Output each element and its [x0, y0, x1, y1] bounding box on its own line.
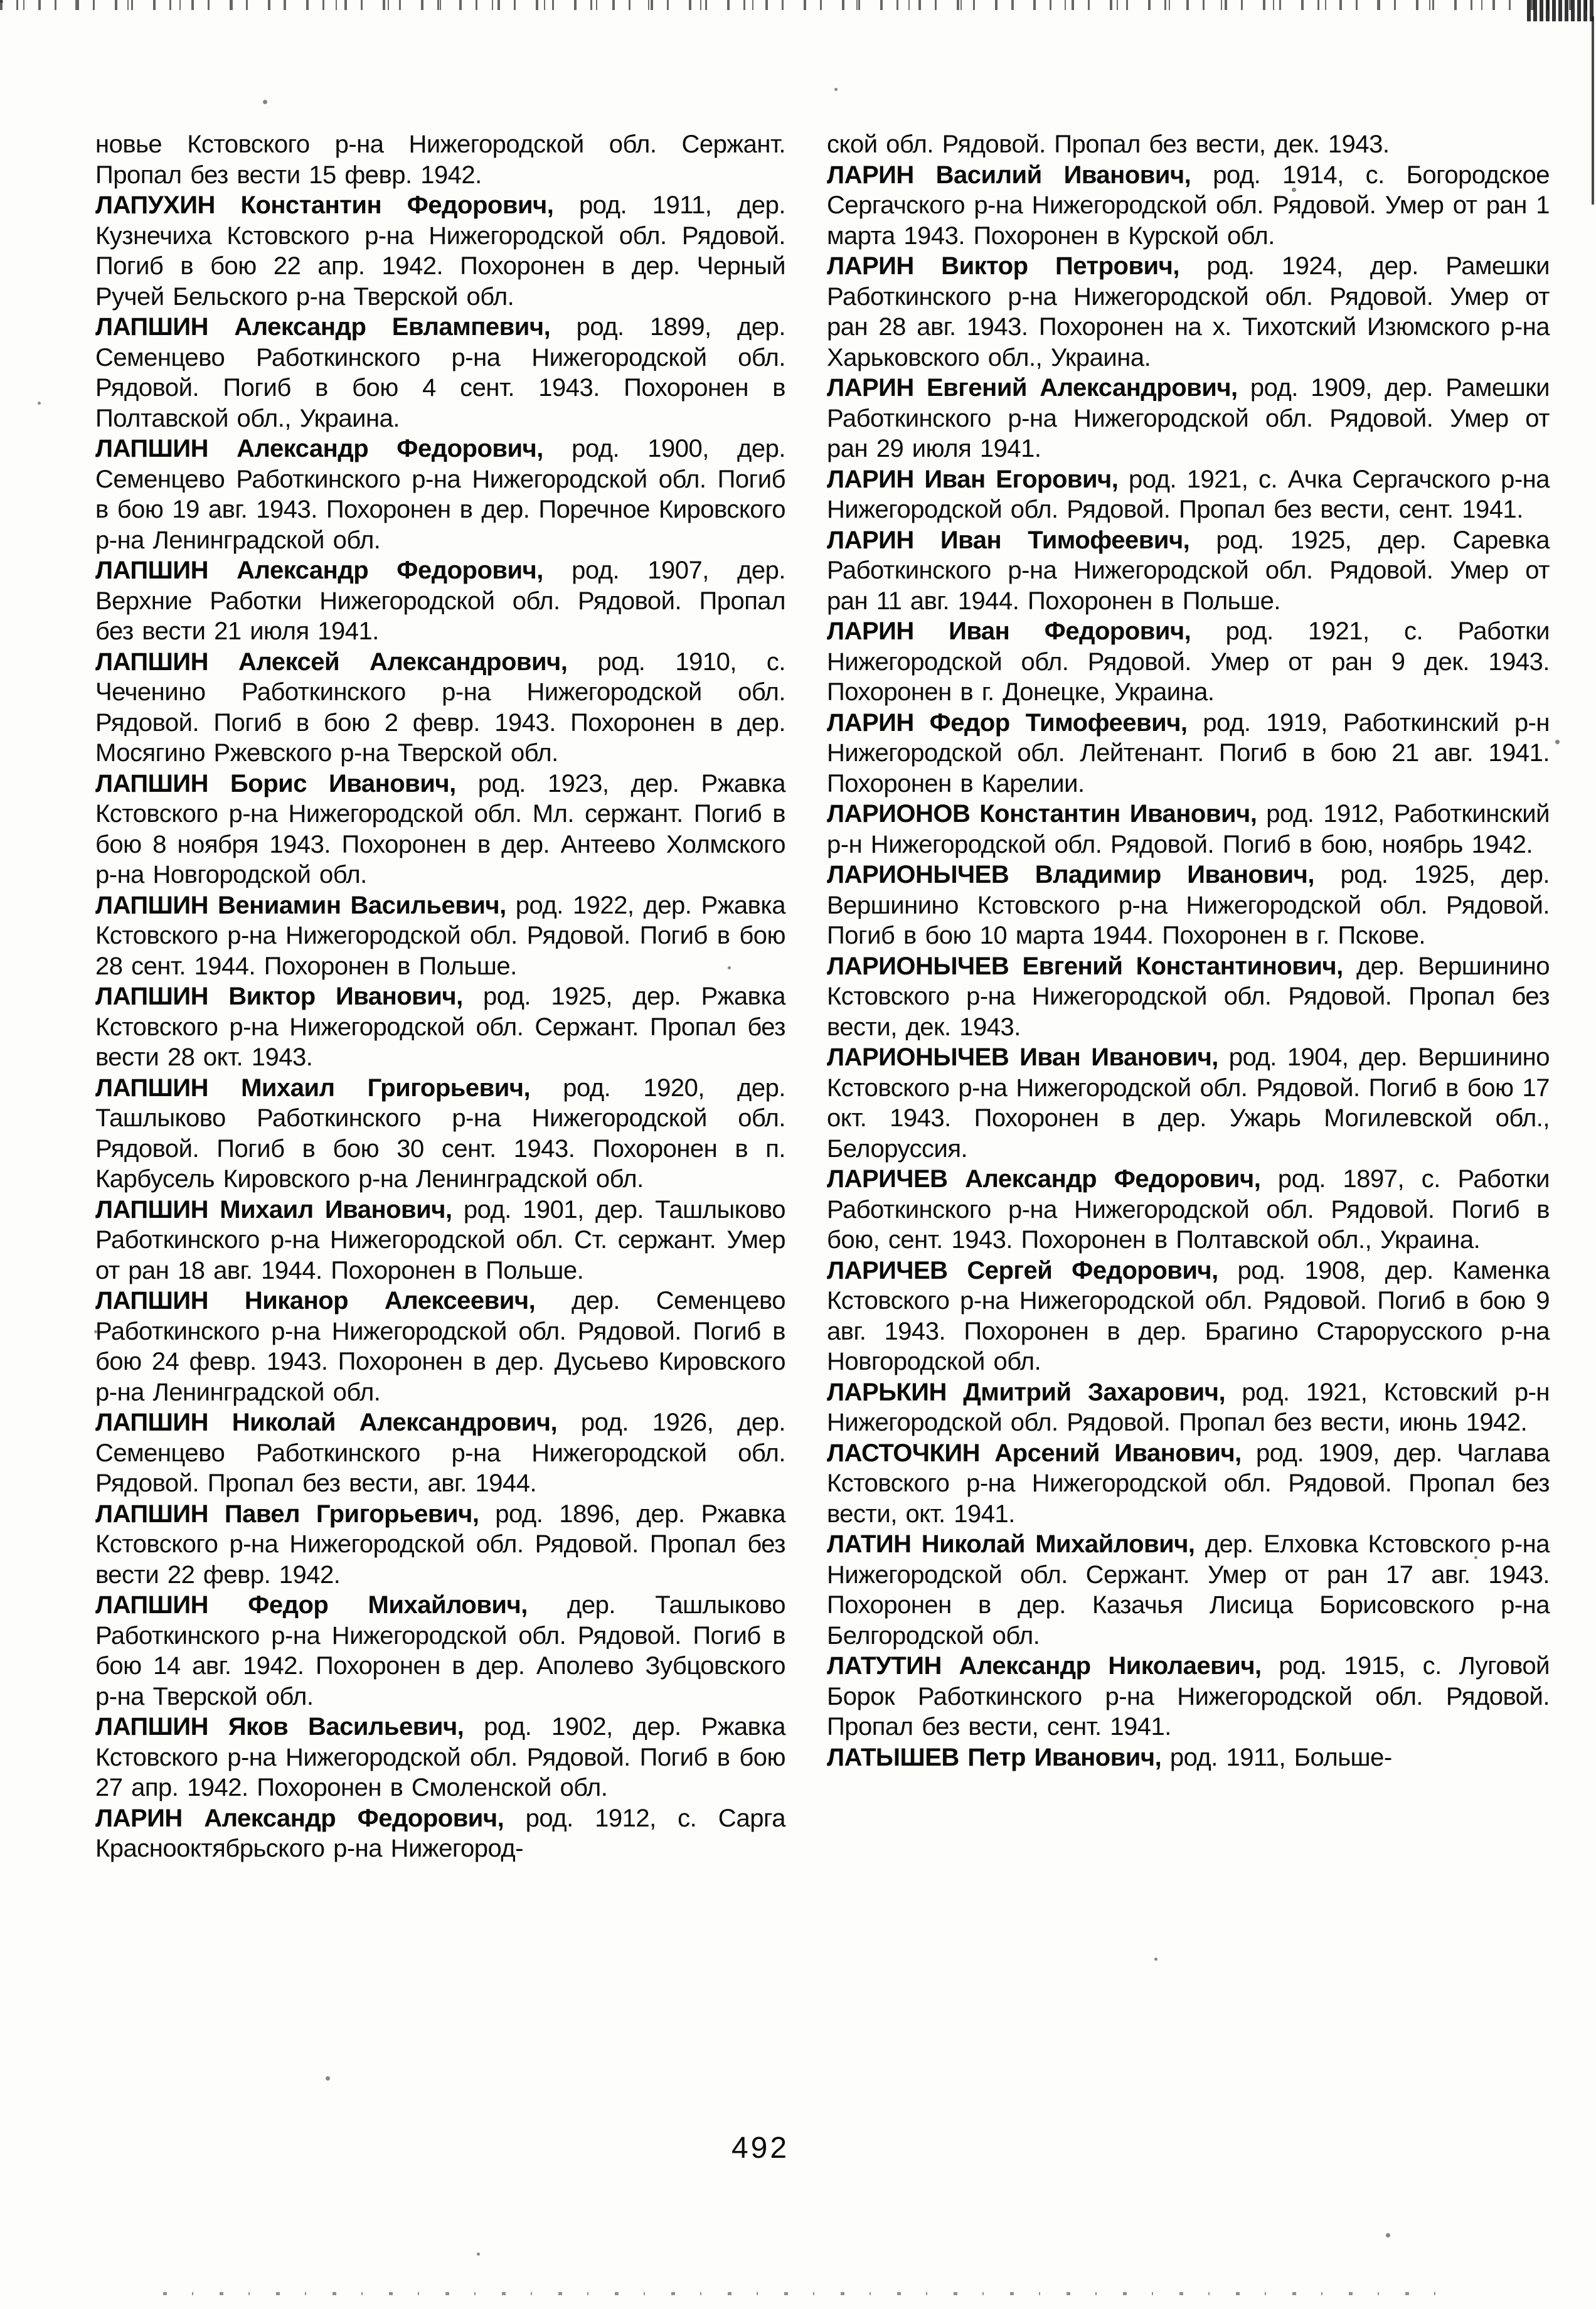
scan-artifact-bottom-edge	[163, 2292, 1445, 2295]
memorial-entry: ЛАПШИН Борис Иванович, род. 1923, дер. Ржавка Кстовского р-на Нижегородской обл. Мл. сержант. Погиб в бою 8 ноября 1943. Похоронен в дер. Антеево Холмского р-на Новгородской обл.	[95, 769, 786, 888]
entry-person-name: ЛАТУТИН Александр Николаевич,	[827, 1652, 1262, 1680]
memorial-entry: ЛАПШИН Николай Александрович, род. 1926, дер. Семенцево Работкинского р-на Нижегородской обл. Рядовой. Пропал без вести, авг. 1944.	[95, 1409, 785, 1497]
memorial-entry: ЛАПШИН Виктор Иванович, род. 1925, дер. Ржавка Кстовского р-на Нижегородской обл. Сержант. Пропал без вести 28 окт. 1943.	[95, 983, 786, 1071]
entry-person-name: ЛАРИН Александр Федорович,	[95, 1804, 504, 1832]
entry-person-name: ЛАПШИН Михаил Иванович,	[95, 1195, 452, 1224]
memorial-entry: ЛАРИН Федор Тимофеевич, род. 1919, Работкинский р-н Нижегородской обл. Лейтенант. Погиб в бою 21 авг. 1941. Похоронен в Карелии.	[827, 708, 1550, 797]
entry-person-name: ЛАРИЧЕВ Сергей Федорович,	[827, 1256, 1218, 1284]
entry-person-name: ЛАПШИН Виктор Иванович,	[95, 983, 463, 1010]
entry-person-name: ЛАРИН Федор Тимофеевич,	[827, 708, 1188, 737]
entry-person-name: ЛАРИН Иван Егорович,	[827, 465, 1119, 493]
memorial-entry: ЛАРИОНЫЧЕВ Иван Иванович, род. 1904, дер. Вершинино Кстовского р-на Нижегородской обл. Рядовой. Погиб в бою 17 окт. 1943. Похоронен в дер. Ужарь Могилевской обл., Белоруссия.	[827, 1043, 1550, 1163]
scan-artifact-top-edge	[0, 0, 1596, 10]
entry-person-name: ЛАПШИН Александр Евлампевич,	[95, 313, 551, 341]
entry-person-name: ЛАПШИН Павел Григорьевич,	[95, 1500, 479, 1528]
memorial-entry: ЛАРИН Евгений Александрович, род. 1909, дер. Рамешки Работкинского р-на Нижегородской обл. Рядовой. Умер от ран 29 июля 1941.	[827, 374, 1550, 462]
memorial-entry: ЛАРИН Виктор Петрович, род. 1924, дер. Рамешки Работкинского р-на Нижегородской обл. Рядовой. Умер от ран 28 авг. 1943. Похоронен на х. Тихотский Изюмского р-на Харьковского обл., Украина.	[827, 252, 1550, 371]
entry-person-name: ЛАПШИН Михаил Григорьевич,	[95, 1074, 531, 1102]
text-column-left	[95, 129, 785, 1864]
entry-continuation: новье Кстовского р-на Нижегородской обл. Сержант. Пропал без вести 15 февр. 1942.	[95, 131, 785, 189]
memorial-entry: ЛАПШИН Александр Федорович, род. 1900, дер. Семенцево Работкинского р-на Нижегородской обл. Погиб в бою 19 авг. 1943. Похоронен в дер. Поречное Кировского р-на Ленинградской обл.	[95, 435, 785, 554]
entry-person-name: ЛАТЫШЕВ Петр Иванович,	[827, 1743, 1162, 1771]
page-number: 492	[731, 2131, 790, 2165]
entry-person-name: ЛАРИН Василий Иванович,	[827, 161, 1191, 189]
memorial-entry: ЛАРИН Иван Егорович, род. 1921, с. Ачка Сергачского р-на Нижегородской обл. Рядовой. Пропал без вести, сент. 1941.	[827, 465, 1550, 523]
scan-artifact-corner	[1527, 0, 1596, 21]
memorial-entry: ЛАПШИН Алексей Александрович, род. 1910, с. Чеченино Работкинского р-на Нижегородской обл. Рядовой. Погиб в бою 2 февр. 1943. Похоронен в дер. Мосягино Ржевского р-на Тверской обл.	[95, 648, 785, 767]
entry-person-name: ЛАТИН Николай Михайлович,	[827, 1530, 1195, 1558]
memorial-entry: ЛАРИОНОВ Константин Иванович, род. 1912, Работкинский р-н Нижегородской обл. Рядовой. Погиб в бою, ноябрь 1942.	[827, 800, 1550, 858]
entry-person-name: ЛАРИОНЫЧЕВ Евгений Константинович,	[827, 952, 1343, 980]
memorial-entry: ЛАРИОНЫЧЕВ Евгений Константинович, дер. Вершинино Кстовского р-на Нижегородской обл. Рядовой. Пропал без вести, дек. 1943.	[827, 952, 1550, 1041]
memorial-entry: ЛАРИЧЕВ Сергей Федорович, род. 1908, дер. Каменка Кстовского р-на Нижегородской обл. Рядовой. Погиб в бою 9 авг. 1943. Похоронен в дер. Брагино Старорусского р-на Новгородской обл.	[827, 1256, 1550, 1375]
memorial-entry: ЛАРИЧЕВ Александр Федорович, род. 1897, с. Работки Работкинского р-на Нижегородской обл. Рядовой. Погиб в бою, сент. 1943. Похоронен в Полтавской обл., Украина.	[827, 1165, 1550, 1254]
memorial-entry: ЛАПШИН Вениамин Васильевич, род. 1922, дер. Ржавка Кстовского р-на Нижегородской обл. Рядовой. Погиб в бою 28 сент. 1944. Похоронен в Польше.	[95, 891, 785, 980]
memorial-entry: ЛАРИН Василий Иванович, род. 1914, с. Богородское Сергачского р-на Нижегородской обл. Рядовой. Умер от ран 1 марта 1943. Похоронен в Курской обл.	[827, 161, 1550, 250]
entry-person-name: ЛАПШИН Николай Александрович,	[95, 1409, 558, 1436]
entry-person-name: ЛАСТОЧКИН Арсений Иванович,	[827, 1439, 1242, 1467]
entry-person-name: ЛАПШИН Никанор Алексеевич,	[95, 1287, 536, 1314]
entry-person-name: ЛАПШИН Вениамин Васильевич,	[95, 891, 506, 919]
entry-person-name: ЛАПШИН Александр Федорович,	[95, 557, 543, 584]
memorial-entry: ЛАРЬКИН Дмитрий Захарович, род. 1921, Кстовский р-н Нижегородской обл. Рядовой. Пропал без вести, июнь 1942.	[827, 1378, 1550, 1436]
entry-person-name: ЛАРИН Виктор Петрович,	[827, 252, 1179, 280]
entry-person-name: ЛАПШИН Федор Михайлович,	[95, 1591, 528, 1619]
entry-person-name: ЛАПШИН Алексей Александрович,	[95, 648, 568, 676]
memorial-entry: ЛАРИН Александр Федорович, род. 1912, с. Сарга Краснооктябрьского р-на Нижегород-	[95, 1804, 785, 1862]
entry-person-name: ЛАРИОНЫЧЕВ Иван Иванович,	[827, 1043, 1218, 1071]
text-column-right	[827, 129, 1550, 1773]
scan-noise-specks	[0, 0, 3, 3]
entry-continuation: ской обл. Рядовой. Пропал без вести, дек. 1943.	[827, 131, 1390, 158]
memorial-entry: ЛАПШИН Никанор Алексеевич, дер. Семенцево Работкинского р-на Нижегородской обл. Рядовой. Погиб в бою 24 февр. 1943. Похоронен в дер. Дусьево Кировского р-на Ленинградской обл.	[95, 1287, 785, 1406]
memorial-entry: ЛАПШИН Яков Васильевич, род. 1902, дер. Ржавка Кстовского р-на Нижегородской обл. Рядовой. Погиб в бою 27 апр. 1942. Похоронен в Смоленской обл.	[95, 1713, 785, 1801]
entry-person-name: ЛАПШИН Яков Васильевич,	[95, 1713, 464, 1741]
memorial-entry: ЛАРИН Иван Тимофеевич, род. 1925, дер. Саревка Работкинского р-на Нижегородской обл. Рядовой. Умер от ран 11 авг. 1944. Похоронен в Польше.	[827, 526, 1550, 615]
memorial-entry: ЛАПШИН Александр Евлампевич, род. 1899, дер. Семенцево Работкинского р-на Нижегородской обл. Рядовой. Погиб в бою 4 сент. 1943. Похоронен в Полтавской обл., Украина.	[95, 313, 785, 432]
entry-person-name: ЛАРИН Иван Тимофеевич,	[827, 526, 1190, 554]
memorial-entry: ЛАТИН Николай Михайлович, дер. Елховка Кстовского р-на Нижегородской обл. Сержант. Умер от ран 17 авг. 1943. Похоронен в дер. Казачья Лисица Борисовского р-на Белгородской обл.	[827, 1530, 1550, 1650]
memorial-entry: ЛАСТОЧКИН Арсений Иванович, род. 1909, дер. Чаглава Кстовского р-на Нижегородской обл. Рядовой. Пропал без вести, окт. 1941.	[827, 1439, 1550, 1528]
memorial-entry: ЛАПШИН Федор Михайлович, дер. Ташлыково Работкинского р-на Нижегородской обл. Рядовой. Погиб в бою 14 авг. 1942. Похоронен в дер. Аполево Зубцовского р-на Тверской обл.	[95, 1591, 785, 1710]
memorial-entry: ЛАТЫШЕВ Петр Иванович, род. 1911, Больше-	[827, 1743, 1392, 1771]
memorial-entry: ЛАПУХИН Константин Федорович, род. 1911, дер. Кузнечиха Кстовского р-на Нижегородской обл. Рядовой. Погиб в бою 22 апр. 1942. Похоронен в дер. Черный Ручей Бельского р-на Тверской обл.	[95, 191, 785, 311]
memorial-entry: ЛАТУТИН Александр Николаевич, род. 1915, с. Луговой Борок Работкинского р-на Нижегородской обл. Рядовой. Пропал без вести, сент. 1941.	[827, 1652, 1550, 1741]
scan-artifact-right-edge	[1592, 16, 1594, 205]
memorial-entry: ЛАПШИН Павел Григорьевич, род. 1896, дер. Ржавка Кстовского р-на Нижегородской обл. Рядовой. Пропал без вести 22 февр. 1942.	[95, 1500, 786, 1589]
entry-person-name: ЛАРИН Евгений Александрович,	[827, 374, 1238, 402]
memorial-entry: ЛАПШИН Александр Федорович, род. 1907, дер. Верхние Работки Нижегородской обл. Рядовой. Пропал без вести 21 июля 1941.	[95, 557, 785, 645]
entry-person-name: ЛАРЬКИН Дмитрий Захарович,	[827, 1378, 1226, 1406]
memorial-entry: ЛАРИОНЫЧЕВ Владимир Иванович, род. 1925, дер. Вершинино Кстовского р-на Нижегородской обл. Рядовой. Погиб в бою 10 марта 1944. Похоронен в г. Пскове.	[827, 861, 1550, 949]
entry-person-name: ЛАРИОНЫЧЕВ Владимир Иванович,	[827, 861, 1314, 888]
entry-person-name: ЛАРИН Иван Федорович,	[827, 617, 1191, 645]
entry-person-name: ЛАПШИН Александр Федорович,	[95, 435, 543, 462]
memorial-entry: ЛАПШИН Михаил Григорьевич, род. 1920, дер. Ташлыково Работкинского р-на Нижегородской обл. Рядовой. Погиб в бою 30 сент. 1943. Похоронен в п. Карбусель Кировского р-на Ленинградской обл.	[95, 1074, 785, 1193]
entry-person-name: ЛАПУХИН Константин Федорович,	[95, 191, 554, 219]
memorial-entry: ЛАПШИН Михаил Иванович, род. 1901, дер. Ташлыково Работкинского р-на Нижегородской обл. Ст. сержант. Умер от ран 18 авг. 1944. Похоронен в Польше.	[95, 1195, 785, 1284]
entry-person-name: ЛАПШИН Борис Иванович,	[95, 769, 456, 797]
memorial-entry: ЛАРИН Иван Федорович, род. 1921, с. Работки Нижегородской обл. Рядовой. Умер от ран 9 дек. 1943. Похоронен в г. Донецке, Украина.	[827, 617, 1550, 706]
entry-person-name: ЛАРИЧЕВ Александр Федорович,	[827, 1165, 1261, 1193]
entry-person-name: ЛАРИОНОВ Константин Иванович,	[827, 800, 1257, 828]
